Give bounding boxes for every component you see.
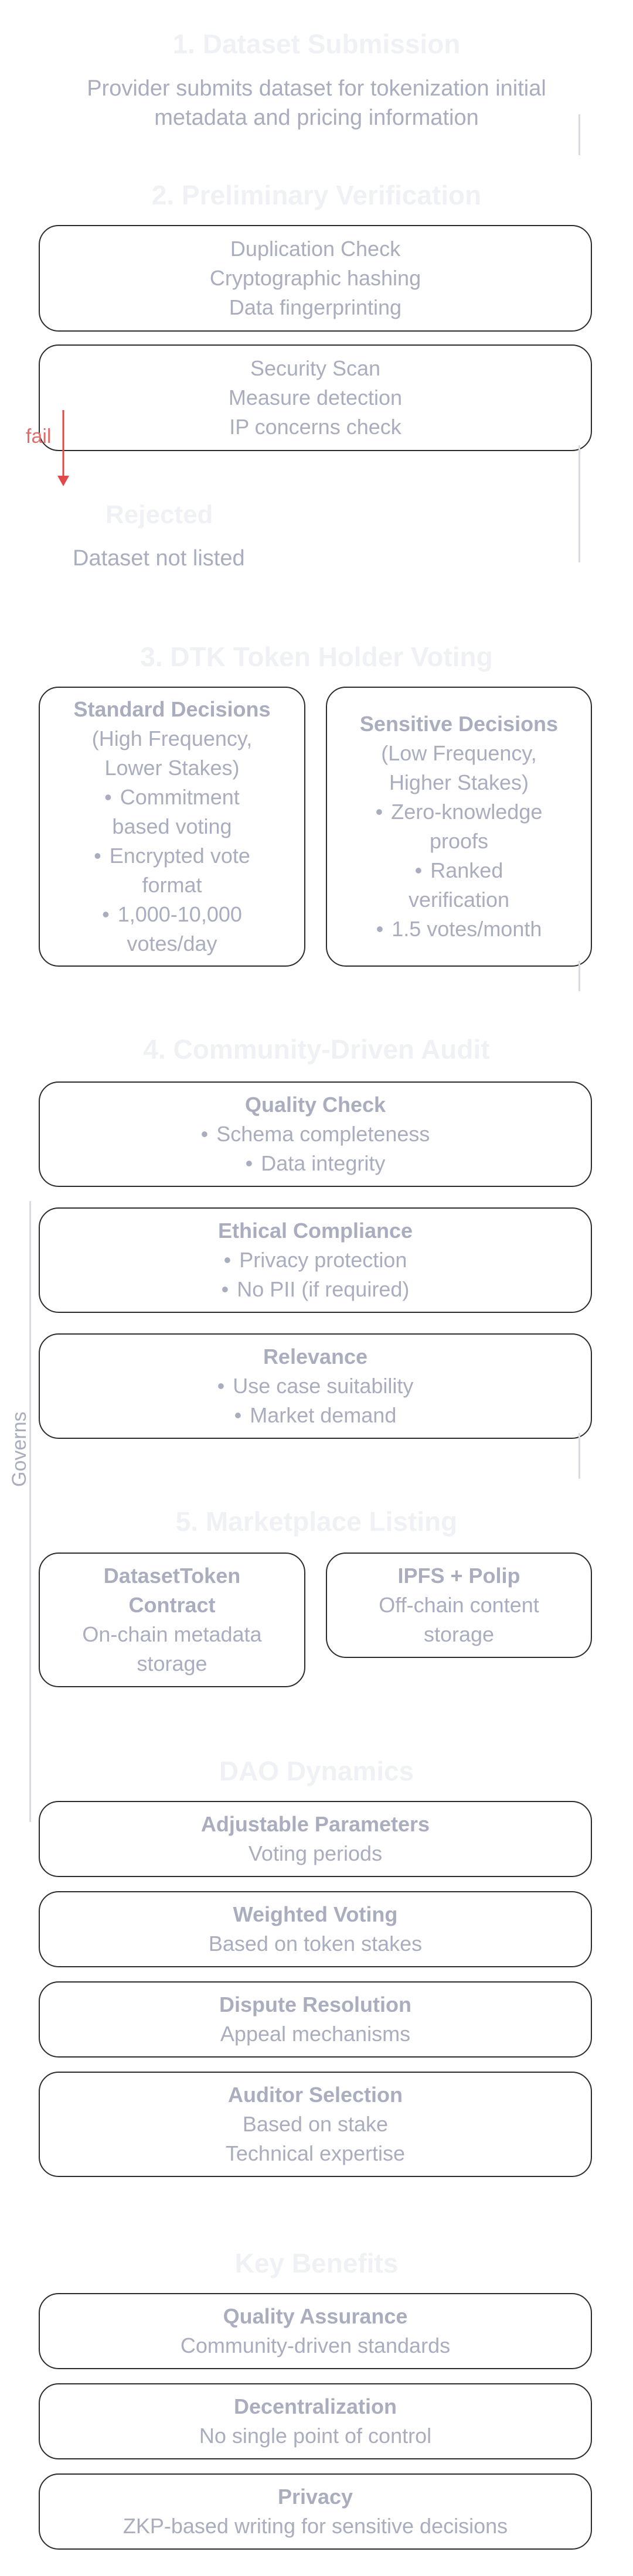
ipfs-box <box>326 1553 592 1658</box>
relevance-title: Relevance <box>263 1345 368 1369</box>
connector-line <box>578 445 580 562</box>
sensitive-item: • Zero-knowledge proofs <box>376 797 543 856</box>
sensitive-subtitle: Higher Stakes) <box>389 770 529 794</box>
benefit-line: ZKP-based writing for sensitive decisions <box>122 2514 508 2538</box>
quality-assurance-box <box>39 2293 592 2369</box>
dao-box-line: Technical expertise <box>225 2141 406 2165</box>
adjustable-parameters-box <box>39 1801 592 1877</box>
sensitive-item: • 1.5 votes/month <box>376 915 543 944</box>
connector-line <box>578 1433 580 1479</box>
security-line: IP concerns check <box>229 415 401 439</box>
duplication-check-box <box>39 225 592 332</box>
section-title-voting: 3. DTK Token Holder Voting <box>140 642 493 672</box>
contract-title: DatasetToken <box>103 1564 241 1588</box>
dao-box-title: Auditor Selection <box>227 2083 403 2107</box>
security-title: Security Scan <box>250 356 381 380</box>
weighted-voting-box <box>39 1891 592 1967</box>
dao-box-line: Based on stake <box>242 2112 389 2136</box>
dao-box-title: Dispute Resolution <box>219 1992 411 2017</box>
submission-text <box>35 74 598 132</box>
standard-item: • Encrypted vote format <box>94 841 250 900</box>
sensitive-item: • Ranked verification <box>376 856 543 915</box>
sensitive-decisions-box <box>326 687 592 967</box>
rejected-title: Rejected <box>106 500 213 529</box>
connector-line <box>578 114 580 155</box>
standard-title: Standard Decisions <box>73 697 271 721</box>
benefit-line: No single point of control <box>199 2424 432 2448</box>
section-title-audit: 4. Community-Driven Audit <box>143 1034 490 1064</box>
relevance-box <box>39 1333 592 1439</box>
security-line: Measure detection <box>228 385 403 410</box>
auditor-selection-box <box>39 2072 592 2177</box>
rejected-text: Dataset not listed <box>73 546 245 571</box>
decentralization-box <box>39 2383 592 2459</box>
duplication-line: Cryptographic hashing <box>209 266 421 290</box>
dataset-token-contract-box <box>39 1553 305 1687</box>
standard-decisions-box <box>39 687 305 967</box>
contract-text: storage <box>137 1652 207 1676</box>
benefit-title: Quality Assurance <box>223 2304 408 2328</box>
privacy-box <box>39 2473 592 2550</box>
dao-box-title: Adjustable Parameters <box>200 1812 430 1836</box>
standard-item: • Commitment based voting <box>94 783 250 841</box>
dispute-resolution-box <box>39 1981 592 2058</box>
standard-item: • 1,000-10,000 votes/day <box>94 900 250 958</box>
ethical-item: • Privacy protection <box>222 1246 410 1275</box>
ethical-item: • No PII (if required) <box>222 1275 410 1304</box>
relevance-item: • Use case suitability <box>217 1371 414 1401</box>
ethical-title: Ethical Compliance <box>217 1219 413 1243</box>
ipfs-text: storage <box>423 1622 495 1646</box>
benefit-title: Decentralization <box>233 2394 397 2418</box>
section-title-dao: DAO Dynamics <box>219 1756 414 1786</box>
ipfs-title: IPFS + Polip <box>397 1564 520 1588</box>
fail-arrow-icon <box>52 410 75 492</box>
dao-box-title: Weighted Voting <box>233 1902 398 1926</box>
standard-subtitle: (High Frequency, <box>91 726 253 750</box>
contract-text: On-chain metadata <box>82 1622 262 1646</box>
section-title-marketplace: 5. Marketplace Listing <box>175 1506 458 1537</box>
relevance-item: • Market demand <box>217 1401 414 1430</box>
section-title-benefits: Key Benefits <box>234 2248 399 2278</box>
fail-label: fail <box>26 425 52 448</box>
quality-item: • Data integrity <box>201 1149 430 1178</box>
contract-title: Contract <box>128 1593 216 1617</box>
dao-box-line: Voting periods <box>248 1841 383 1865</box>
dao-box-line: Appeal mechanisms <box>220 2022 411 2046</box>
quality-title: Quality Check <box>244 1093 386 1117</box>
standard-subtitle: Lower Stakes) <box>104 756 240 780</box>
security-scan-box <box>39 344 592 451</box>
ipfs-text: Off-chain content <box>379 1593 539 1617</box>
quality-check-box <box>39 1081 592 1187</box>
governs-label: Governs <box>8 1411 30 1487</box>
section-title-submission: 1. Dataset Submission <box>172 29 461 59</box>
submission-text-line-2: metadata and pricing information <box>154 105 479 130</box>
dao-box-line: Based on token stakes <box>208 1932 423 1956</box>
quality-item: • Schema completeness <box>201 1120 430 1149</box>
submission-text-line-1: Provider submits dataset for tokenization initial <box>87 76 546 101</box>
benefit-title: Privacy <box>277 2485 353 2509</box>
duplication-line: Data fingerprinting <box>229 295 402 319</box>
sensitive-title: Sensitive Decisions <box>359 712 559 736</box>
connector-line <box>578 961 580 991</box>
duplication-title: Duplication Check <box>230 237 401 261</box>
section-title-verification: 2. Preliminary Verification <box>151 180 482 210</box>
sensitive-subtitle: (Low Frequency, <box>381 741 537 765</box>
ethical-compliance-box <box>39 1207 592 1313</box>
benefit-line: Community-driven standards <box>180 2333 451 2357</box>
